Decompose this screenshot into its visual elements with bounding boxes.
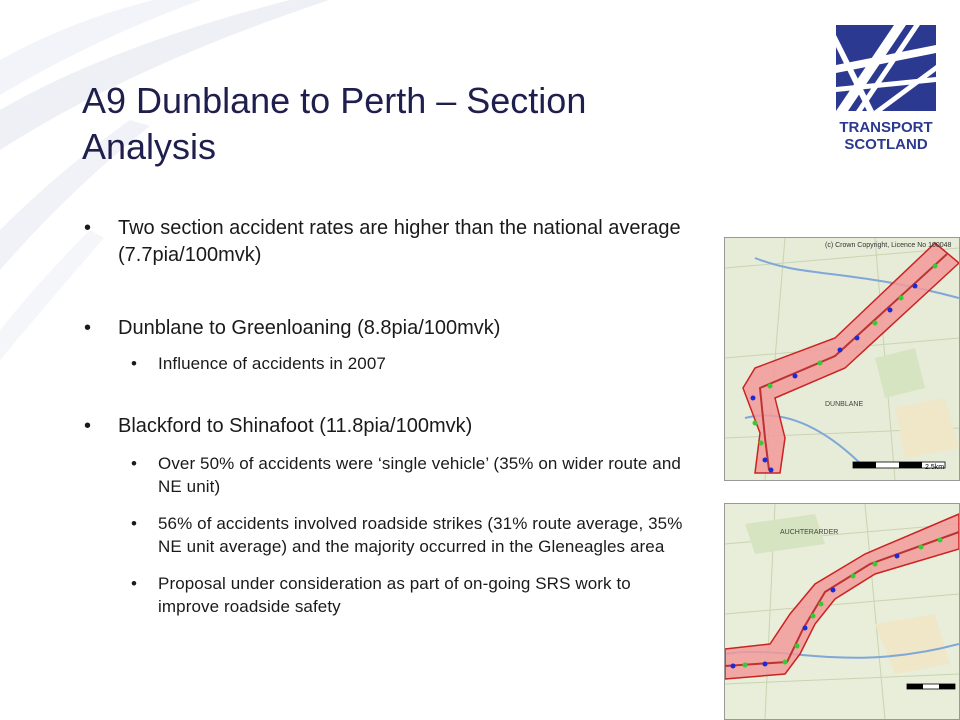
scale-label: 2.5km [925, 464, 945, 471]
logo-text-line1: TRANSPORT [839, 119, 933, 136]
scale-bar [907, 684, 955, 689]
map-copyright: (c) Crown Copyright, Licence No 100048 [825, 242, 952, 249]
map-dunblane-svg [725, 238, 959, 480]
sub-bullet-item: • 56% of accidents involved roadside strikes (31% route average, 35% NE unit average) and the majority occurred in the Gleneagles area [158, 512, 692, 558]
bullet-item: • Two section accident rates are higher than the national average (7.7pia/100mvk) [82, 215, 692, 269]
map-auchterarder-svg [725, 504, 959, 719]
sub-bullet-item: • Influence of accidents in 2007 [158, 352, 692, 375]
transport-scotland-logo [834, 25, 938, 155]
map1-place-label: DUNBLANE [825, 401, 864, 408]
bullet-item: • Dunblane to Greenloaning (8.8pia/100mvk) [82, 315, 692, 342]
bullet-item: • Blackford to Shinafoot (11.8pia/100mvk) [82, 413, 692, 440]
bullet-list [82, 215, 692, 618]
sub-bullet-item: • Proposal under consideration as part of on-going SRS work to improve roadside safety [158, 572, 692, 618]
logo-text-line2: SCOTLAND [844, 136, 928, 153]
map-dunblane-section [724, 237, 960, 481]
sub-bullet-item: • Over 50% of accidents were ‘single vehicle’ (35% on wider route and NE unit) [158, 452, 692, 498]
map2-place-label: AUCHTERARDER [780, 529, 839, 536]
slide-title: A9 Dunblane to Perth – Section Analysis [82, 80, 587, 167]
map-auchterarder-section [724, 503, 960, 720]
